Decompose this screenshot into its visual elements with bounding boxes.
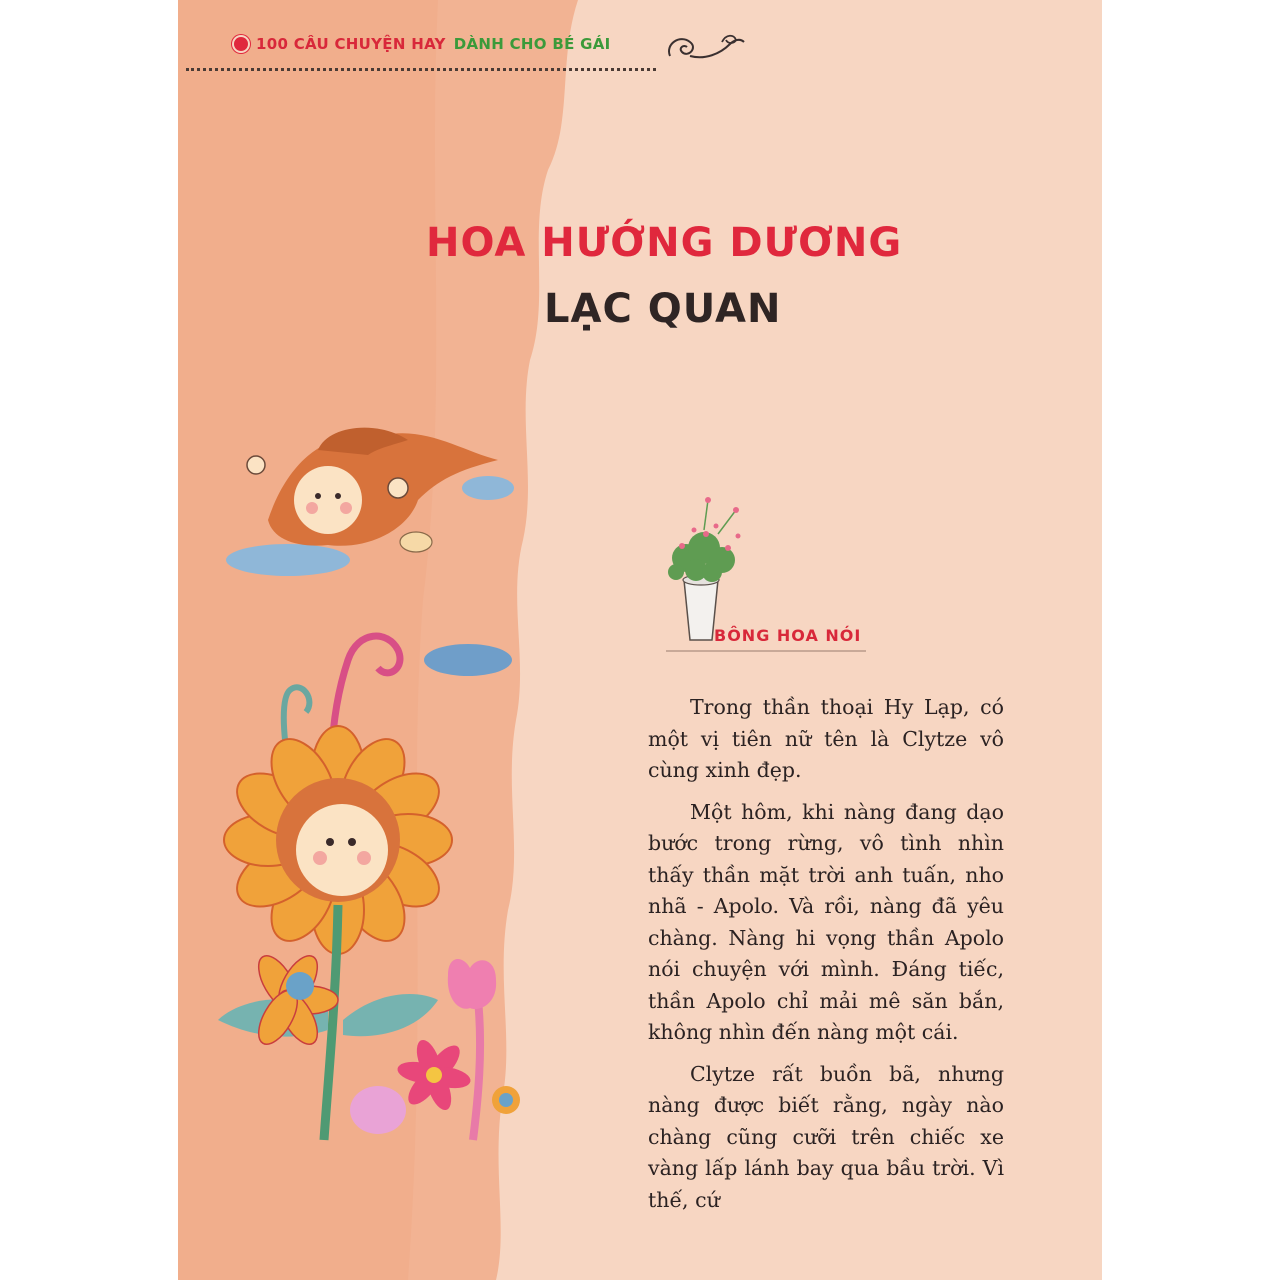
flying-character-illustration [226, 428, 514, 576]
story-paragraph: Clytze rất buồn bã, nhưng nàng được biết rằng, ngày nào chàng cũng cưỡi trên chiếc xe vàng lấp lánh bay qua bầu trời. Vì thế, cứ [648, 1061, 1004, 1212]
sunflower-illustration [218, 636, 520, 1140]
section-underline [666, 650, 866, 652]
series-title-part2: DÀNH CHO BÉ GÁI [453, 35, 611, 53]
story-paragraph: Trong thần thoại Hy Lạp, có một vị tiên nữ tên là Clytze vô cùng xinh đẹp. [648, 695, 1004, 782]
section-label: BÔNG HOA NÓI [714, 626, 862, 645]
book-page [178, 0, 1102, 1280]
series-title-part1: 100 CÂU CHUYỆN HAY [256, 35, 446, 53]
story-paragraph: Một hôm, khi nàng đang dạo bước trong rừng, vô tình nhìn thấy thần mặt trời anh tuấn, nho nhã - Apolo. Và rồi, nàng đã yêu chàng. Nàng hi vọng thần Apolo nói chuyện với mình. Đáng tiếc, thần Apolo chỉ mải mê săn bắn, không nhìn đến nàng một cái. [648, 799, 1004, 1044]
page-title-line2: LẠC QUAN [544, 286, 782, 332]
page-title-line1: HOA HƯỚNG DƯƠNG [426, 220, 903, 266]
story-text [648, 692, 1004, 1226]
